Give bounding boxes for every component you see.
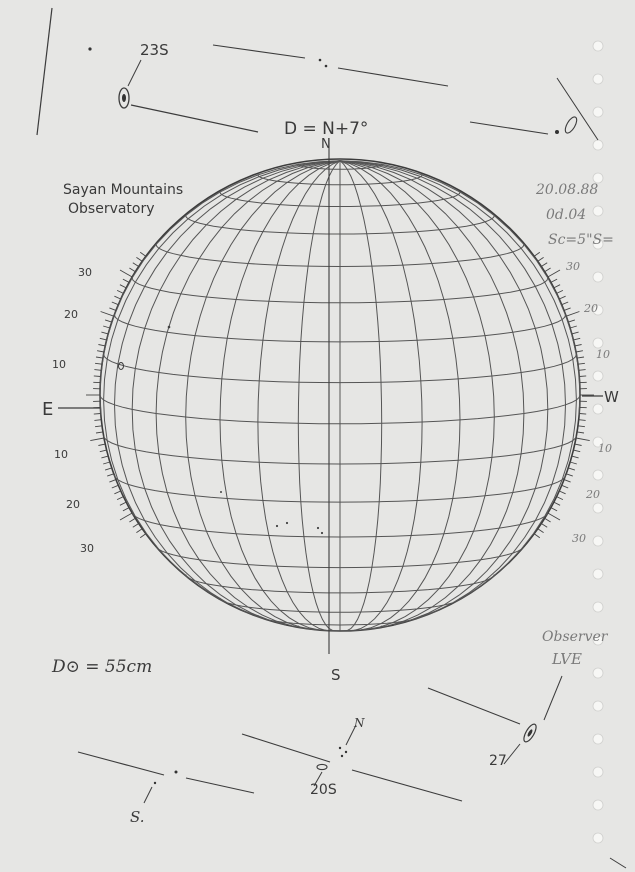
spot-20s: [317, 764, 327, 769]
punch-hole: [593, 272, 603, 282]
longitude-line: [156, 161, 340, 629]
scale-tick: [548, 513, 560, 520]
scale-label: 30: [78, 266, 92, 279]
scale-tick: [570, 462, 577, 464]
scale-tick: [94, 414, 101, 415]
scale-tick: [534, 252, 540, 256]
punch-hole: [593, 371, 603, 381]
scale-tick: [96, 432, 103, 433]
spot-dot: [345, 751, 347, 753]
scale-label: 30: [566, 260, 580, 273]
scale-tick: [575, 444, 582, 445]
scale-tick: [534, 534, 540, 538]
scale-tick: [579, 414, 586, 415]
spot-label-20s: 20S: [310, 782, 337, 798]
spot-dot: [168, 326, 171, 329]
scale-tick: [541, 263, 547, 267]
spot-23s-umbra: [122, 94, 126, 102]
scale-tick: [90, 438, 104, 441]
observer-label: Observer: [542, 629, 608, 645]
scale-tick: [100, 338, 107, 340]
punch-hole: [593, 140, 603, 150]
scale-tick: [564, 480, 571, 483]
punch-hole: [593, 536, 603, 546]
scale-tick: [559, 491, 565, 494]
corner-mark: [610, 858, 626, 868]
scale-tick: [94, 376, 101, 377]
scale-tick: [568, 468, 575, 470]
disk-diameter: D⊙ = 55cm: [52, 657, 153, 677]
observer-initials: LVE: [552, 650, 582, 668]
scale-tick: [576, 351, 583, 352]
scale-tick: [107, 474, 114, 476]
punch-hole: [593, 833, 603, 843]
punch-hole: [593, 503, 603, 513]
observation-time: 0d.04: [546, 207, 587, 223]
scale-tick: [557, 497, 563, 500]
scale-tick: [564, 308, 571, 311]
scale-tick: [557, 290, 563, 293]
observation-date: 20.08.88: [536, 182, 599, 198]
scale-tick: [551, 508, 557, 511]
east-label: E: [42, 399, 54, 420]
scale-tick: [129, 268, 135, 272]
scale-tick: [548, 270, 560, 277]
left-limb-scale: [86, 252, 146, 538]
longitude-line: [340, 161, 382, 631]
scale-tick: [109, 308, 116, 311]
axis-line: [428, 688, 520, 724]
margin-line: [37, 8, 52, 135]
scale-tick: [576, 438, 590, 441]
scale-label: 10: [52, 358, 66, 371]
spot-label-27: 27: [489, 753, 507, 769]
scale-tick: [112, 302, 119, 305]
scale-tick: [559, 296, 565, 299]
scale-tick: [112, 485, 119, 488]
label-leader: [144, 787, 152, 803]
axis-line: [213, 45, 305, 58]
scale-tick: [577, 432, 584, 433]
scale-tick: [120, 502, 126, 505]
scale-tick: [566, 474, 573, 476]
punch-hole: [593, 338, 603, 348]
scale-tick: [98, 444, 105, 445]
scale-tick: [105, 320, 112, 322]
spot-dot: [319, 59, 322, 62]
scale-tick: [570, 326, 577, 328]
spot-dot: [341, 755, 343, 757]
scale-tick: [97, 351, 104, 352]
scale-label: 20: [584, 302, 598, 315]
scale-tick: [123, 508, 129, 511]
scale-tick: [98, 345, 105, 346]
facula: [119, 363, 124, 370]
punch-hole: [593, 602, 603, 612]
scale-tick: [577, 357, 584, 358]
scale-tick: [114, 491, 120, 494]
spot-dot: [325, 65, 328, 68]
scale-tick: [579, 370, 586, 371]
scale-tick: [573, 338, 580, 340]
scale-tick: [136, 257, 142, 261]
longitude-line: [115, 161, 341, 619]
axis-line: [131, 105, 258, 132]
north-label: N: [321, 137, 331, 152]
scale-tick: [545, 268, 551, 272]
declination-label: D = N+7°: [284, 119, 369, 139]
punch-hole: [593, 74, 603, 84]
scale-tick: [120, 285, 126, 288]
scale-tick: [579, 420, 586, 421]
scale-tick: [103, 462, 110, 464]
longitude-line: [298, 161, 340, 631]
south-mark: S.: [130, 808, 145, 826]
axis-line: [78, 752, 164, 775]
punch-hole: [593, 404, 603, 414]
scale-tick: [133, 263, 139, 267]
scale-tick: [100, 450, 107, 452]
axis-line: [470, 122, 548, 134]
scale-tick: [578, 363, 585, 364]
scale-label: 10: [598, 442, 612, 455]
scale-label: 10: [54, 448, 68, 461]
seeing-label: Sc=5"S=: [548, 232, 614, 248]
scale-tick: [94, 420, 101, 421]
longitude-line: [340, 161, 566, 619]
spot-label-23s: 23S: [140, 41, 169, 59]
spot-dot: [154, 782, 156, 784]
longitude-line: [100, 161, 340, 416]
scale-tick: [579, 376, 586, 377]
west-label: W: [604, 388, 619, 406]
scale-tick: [541, 524, 547, 528]
punch-hole: [593, 569, 603, 579]
punch-hole: [593, 107, 603, 117]
axis-line: [338, 68, 448, 86]
punch-hole: [593, 800, 603, 810]
scale-tick: [114, 296, 120, 299]
scale-label: 20: [66, 498, 80, 511]
punch-hole: [593, 470, 603, 480]
scale-label: 20: [64, 308, 78, 321]
axis-line: [352, 770, 462, 801]
scale-tick: [94, 370, 101, 371]
stonyhurst-grid: [100, 161, 580, 631]
spot-dot: [321, 532, 323, 534]
scale-tick: [103, 326, 110, 328]
scale-tick: [568, 320, 575, 322]
longitude-line: [220, 161, 340, 630]
scale-tick: [101, 456, 108, 458]
scale-tick: [551, 279, 557, 282]
punch-hole: [593, 767, 603, 777]
spot-group: [563, 115, 579, 135]
scale-tick: [140, 252, 146, 256]
spot-dot: [220, 491, 222, 493]
scale-tick: [566, 312, 579, 317]
scale-tick: [578, 426, 585, 427]
scale-tick: [95, 426, 102, 427]
scale-tick: [538, 529, 544, 533]
scale-tick: [109, 480, 116, 483]
scale-tick: [101, 312, 114, 317]
scale-tick: [120, 270, 132, 277]
punch-hole: [593, 701, 603, 711]
scale-tick: [96, 357, 103, 358]
spot-dot: [88, 47, 91, 50]
scale-label: 30: [572, 532, 586, 545]
longitude-line: [340, 161, 524, 629]
spot-dot: [555, 130, 559, 134]
scale-tick: [105, 468, 112, 470]
longitude-line: [340, 161, 460, 630]
longitude-line: [340, 161, 580, 416]
punch-hole: [593, 668, 603, 678]
south-label: S: [331, 666, 341, 684]
spot-dot: [276, 525, 278, 527]
scale-tick: [117, 290, 123, 293]
scale-tick: [575, 345, 582, 346]
axis-line: [186, 778, 254, 793]
axis-line: [557, 78, 598, 140]
scale-tick: [117, 497, 123, 500]
label-leader: [128, 60, 141, 86]
punch-hole: [593, 206, 603, 216]
scale-tick: [562, 302, 569, 305]
scale-tick: [573, 450, 580, 452]
punch-hole: [593, 734, 603, 744]
axis-line: [242, 734, 330, 762]
scale-tick: [120, 513, 132, 520]
spot-dot: [339, 747, 341, 749]
scale-tick: [136, 529, 142, 533]
solar-disk: [100, 159, 580, 631]
observatory-subtitle: Observatory: [68, 201, 155, 217]
observatory-name: Sayan Mountains: [63, 182, 184, 198]
scale-label: 30: [80, 542, 94, 555]
scale-tick: [554, 285, 560, 288]
scale-tick: [129, 518, 135, 522]
scale-tick: [101, 332, 108, 334]
scale-label: 20: [586, 488, 600, 501]
punch-hole: [593, 41, 603, 51]
scale-tick: [572, 456, 579, 458]
spot-dot: [175, 771, 178, 774]
spot-dot: [317, 527, 319, 529]
north-mark: N: [354, 716, 365, 730]
axis-line: [544, 676, 562, 720]
scale-tick: [545, 518, 551, 522]
spot-dot: [286, 522, 288, 524]
scale-tick: [123, 279, 129, 282]
scale-tick: [95, 363, 102, 364]
scale-tick: [562, 485, 569, 488]
scale-tick: [572, 332, 579, 334]
scale-tick: [554, 502, 560, 505]
scale-label: 10: [596, 348, 610, 361]
scale-tick: [133, 524, 139, 528]
scale-tick: [140, 534, 146, 538]
scale-tick: [538, 257, 544, 261]
